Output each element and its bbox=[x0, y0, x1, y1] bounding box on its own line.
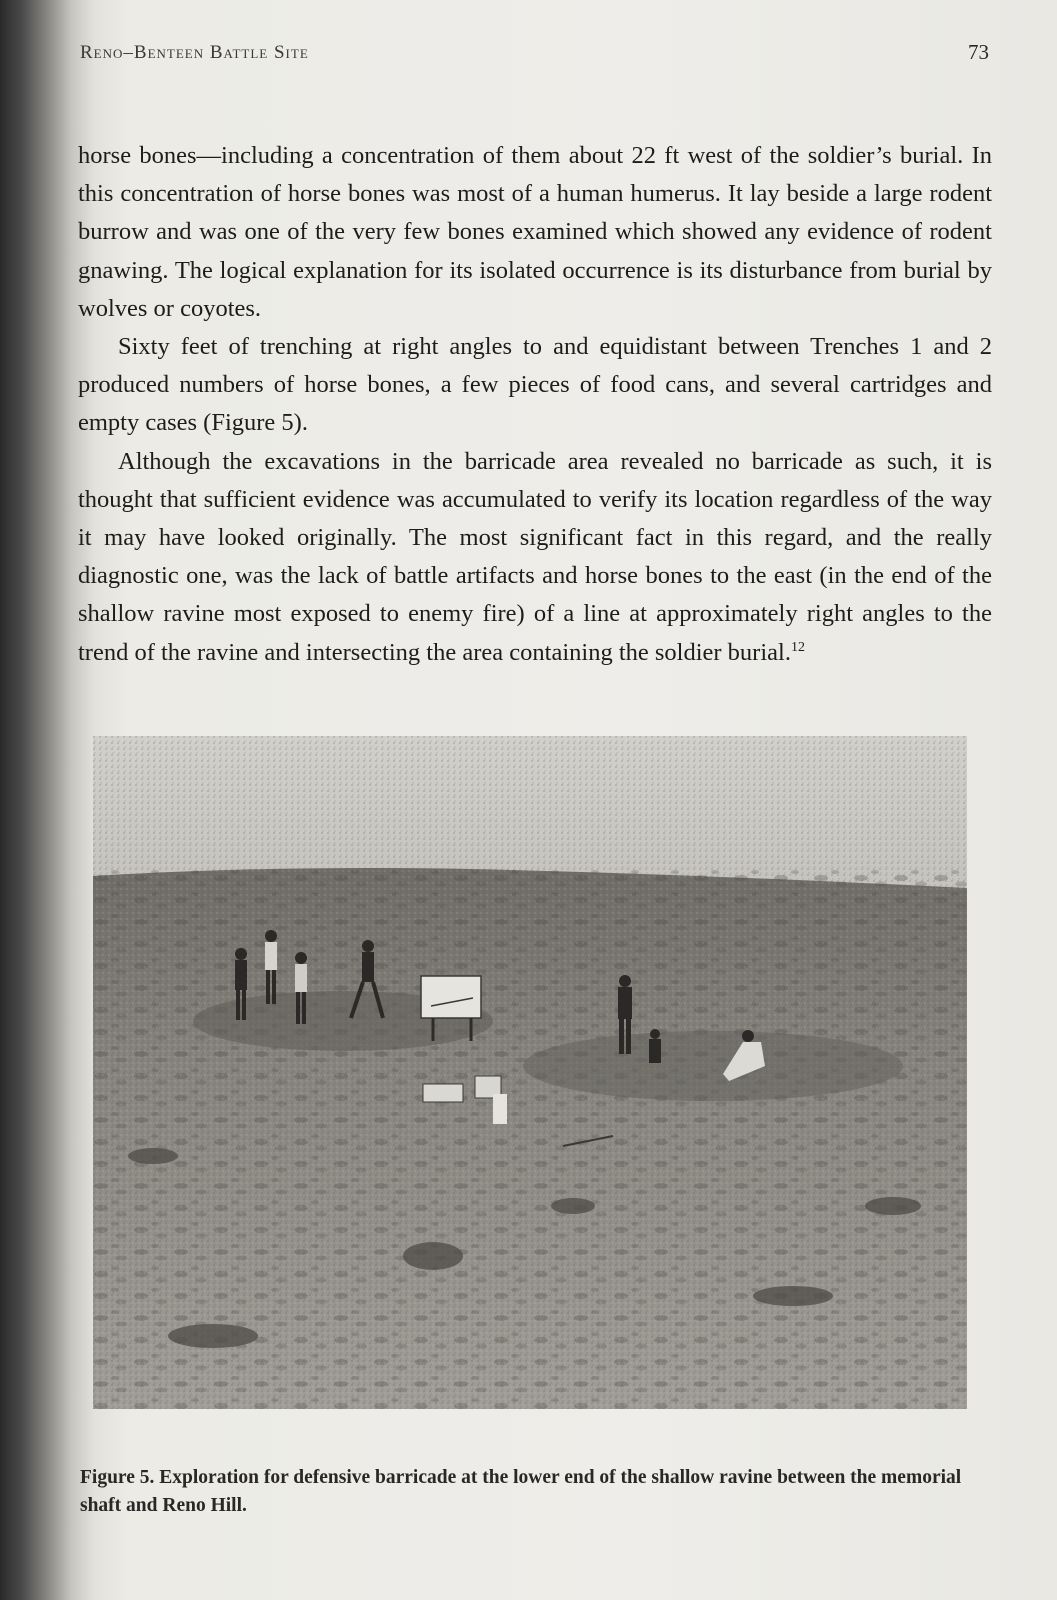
figure-caption-text: Exploration for defensive barricade at the lower end of the shallow ravine between the memorial shaft and Reno Hill. bbox=[80, 1467, 962, 1516]
paragraph-2: Sixty feet of trenching at right angles to and equidistant between Trenches 1 and 2 produced numbers of horse bones, a few pieces of food cans, and several cartridges and empty cases (Figure 5). bbox=[78, 333, 992, 437]
running-head: Reno–Benteen Battle Site bbox=[80, 42, 309, 63]
figure-label: Figure 5. bbox=[80, 1467, 155, 1488]
paragraph-3 bbox=[78, 443, 992, 672]
page-number: 73 bbox=[968, 40, 989, 64]
footnote-reference: 12 bbox=[790, 639, 805, 655]
paragraph-3-text: Although the excavations in the barricade area revealed no barricade as such, it is thought that sufficient evidence was accumulated to verify its location regardless of the way it may have looked originally. The most significant fact in this regard, and the really diagnostic one, was the lack of battle artifacts and horse bones to the east (in the end of the shallow ravine most exposed to enemy fire) of a line at approximately right angles to the trend of the ravine and intersecting the area containing the soldier burial. bbox=[78, 447, 992, 666]
figure-photograph bbox=[93, 736, 967, 1409]
figure-caption bbox=[80, 1464, 980, 1520]
paragraph-1: horse bones—including a concentration of them about 22 ft west of the soldier’s burial. In this concentration of horse bones was most of a human humerus. It lay beside a large rodent burrow and was one of the very few bones examined which showed any evidence of rodent gnawing. The logical explanation for its isolated occurrence is its disturbance from burial by wolves or coyotes. bbox=[78, 142, 992, 322]
body-text bbox=[78, 137, 992, 672]
